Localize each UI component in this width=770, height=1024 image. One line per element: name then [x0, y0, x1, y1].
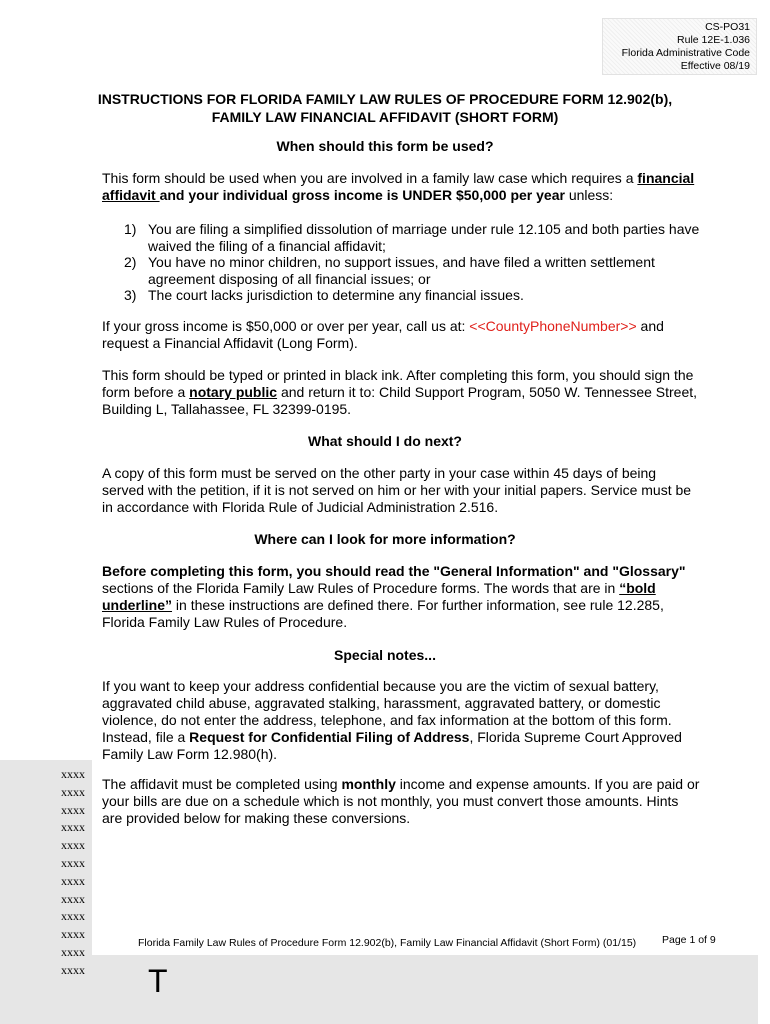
conditions-list: [102, 221, 700, 304]
list-number: 2): [124, 254, 137, 271]
confidential-filing-form: Request for Confidential Filing of Address: [189, 729, 470, 745]
list-number: 3): [124, 287, 137, 304]
margin-mark: xxxx: [61, 962, 85, 977]
margin-mark: xxxx: [61, 891, 85, 906]
margin-mark: xxxx: [61, 767, 85, 781]
page-title: [60, 90, 710, 126]
income-condition: and your individual gross income is UNDER $50,000 per year: [159, 187, 565, 203]
form-id-box: [602, 18, 757, 75]
margin-mark: xxxx: [61, 784, 85, 799]
margin-mark: xxxx: [61, 909, 85, 924]
margin-mark: xxxx: [61, 802, 85, 817]
intro-unless: unless:: [564, 187, 614, 203]
list-item: [102, 254, 700, 287]
margin-mark: xxxx: [61, 873, 85, 888]
list-number: 1): [124, 221, 137, 237]
monthly-text-end: income and expense amounts. If you are paid or your bills are due on a schedule which is not monthly, you must convert those amounts. Hints are provided below for making these conversions.: [102, 776, 700, 826]
bold-underline-term: “bold underline”: [102, 580, 656, 613]
margin-mark: xxxx: [61, 927, 85, 942]
list-item: [102, 221, 700, 254]
code-name: Florida Administrative Code: [621, 47, 750, 59]
notes-heading: Special notes...: [334, 647, 436, 663]
margin-mark: xxxx: [61, 820, 85, 835]
intro-text: This form should be used when you are involved in a family law case which requires a: [102, 170, 638, 186]
monthly-bold: monthly: [341, 776, 396, 792]
info-text-end: in these instructions are defined there. For further information, see rule 12.285, Florida Family Law Rules of Procedure.: [102, 597, 664, 630]
page-footer: Florida Family Law Rules of Procedure Form 12.902(b), Family Law Financial Affidavit (Short Form) (01/15): [138, 937, 637, 949]
next-paragraph: A copy of this form must be served on the other party in your case within 45 days of being served with the petition, if it is not served on him or her with your initial papers. Service must be in accordance with Florida Rule of Judicial Administration 2.516.: [102, 465, 692, 515]
margin-mark: xxxx: [61, 838, 85, 853]
info-text: sections of the Florida Family Law Rules of Procedure forms. The words that are in: [102, 580, 620, 596]
form-code: CS-PO31: [705, 21, 750, 33]
bottom-shaded-area: [92, 955, 758, 1024]
margin-mark: xxxx: [61, 944, 85, 959]
margin-mark: xxxx: [61, 855, 85, 870]
info-bold-text: Before completing this form, you should read the "General Information" and "Glossary": [102, 563, 686, 579]
financial-affidavit-term[interactable]: financial affidavit: [102, 170, 695, 203]
effective-date: Effective 08/19: [680, 60, 750, 72]
next-page-letter: T: [148, 963, 168, 999]
phone-text-end: and request a Financial Affidavit (Long Form).: [102, 318, 664, 351]
info-paragraph: [102, 563, 700, 631]
phone-text: If your gross income is $50,000 or over per year, call us at:: [102, 318, 470, 334]
title-line-2: FAMILY LAW FINANCIAL AFFIDAVIT (SHORT FORM): [211, 109, 559, 125]
list-item: [102, 287, 700, 304]
monthly-paragraph: [102, 776, 700, 827]
margin-marks: [61, 766, 85, 980]
ink-text: This form should be typed or printed in black ink. After completing this form, you should sign the form before a: [102, 367, 694, 400]
list-text: The court lacks jurisdiction to determine any financial issues.: [148, 287, 524, 304]
rule-number: Rule 12E-1.036: [677, 34, 750, 46]
page-number: Page 1 of 9: [662, 934, 716, 946]
monthly-text: The affidavit must be completed using: [102, 776, 342, 792]
list-text: You have no minor children, no support issues, and have filed a written settlement agreement disposing of all financial issues; or: [148, 254, 655, 287]
ink-text-end: and return it to: Child Support Program, 5050 W. Tennessee Street, Building L, Tallahassee, FL 32399-0195.: [102, 384, 698, 417]
intro-paragraph: [102, 170, 700, 204]
info-heading: Where can I look for more information?: [254, 531, 516, 547]
phone-paragraph: [102, 318, 700, 352]
notes-text-end: , Florida Supreme Court Approved Family Law Form 12.980(h).: [102, 729, 682, 762]
list-text: You are filing a simplified dissolution of marriage under rule 12.105 and both parties have waived the filing of a financial affidavit;: [148, 221, 700, 254]
when-heading: When should this form be used?: [276, 138, 494, 154]
notes-text: If you want to keep your address confidential because you are the victim of sexual battery, aggravated child abuse, aggravated stalking, harassment, aggravated battery, or domestic violence, do not enter the address, telephone, and fax information at the bottom of this form. Instead, file a: [102, 678, 672, 745]
next-heading: What should I do next?: [308, 433, 462, 449]
title-line-1: INSTRUCTIONS FOR FLORIDA FAMILY LAW RULES OF PROCEDURE FORM 12.902(b),: [97, 91, 673, 107]
ink-paragraph: [102, 367, 700, 418]
notary-public-term[interactable]: notary public: [189, 384, 278, 400]
county-phone-placeholder: <<CountyPhoneNumber>>: [469, 318, 637, 334]
notes-paragraph: [102, 678, 700, 763]
